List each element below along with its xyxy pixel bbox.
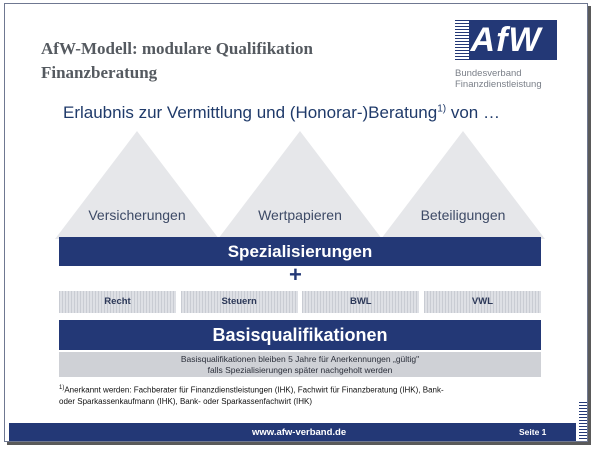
pyramid-label-versicherungen: Versicherungen [88,207,186,223]
headline-text: Erlaubnis zur Vermittlung und (Honorar-)Beratung [63,103,438,122]
validity-note-line-1: Basisqualifikationen bleiben 5 Jahre für Anerkennungen „gültig" [180,354,420,364]
module-recht: Recht [59,291,176,313]
afw-logo-subtitle [455,68,559,90]
slide-title-line-1: AfW-Modell: modulare Qualifikation [41,39,313,58]
corner-stripe-decoration [579,400,588,442]
footnote-marker: 1) [59,385,65,391]
afw-logo-subtitle-line-1: Bundesverband [455,68,522,79]
afw-logo-text: AfW [470,21,542,59]
slide-title [41,37,313,85]
afw-logo-icon [455,20,557,60]
footnote [59,383,544,407]
footer-url-link[interactable]: www.afw-verband.de [252,427,347,438]
footnote-line-1: Anerkannt werden: Fachberater für Finanzdienstleistungen (IHK), Fachwirt für Finanzberatung (IHK), Bank- [64,385,444,395]
basis-modules [59,291,541,313]
headline-footnote-marker: 1) [437,103,447,115]
module-vwl: VWL [424,291,541,313]
headline [63,103,500,123]
footnote-line-2: oder Sparkassenkaufmann (IHK), Bank- oder Sparkassenfachwirt (IHK) [59,396,312,406]
footer-page-number: Seite 1 [519,427,547,437]
plus-sign: + [289,262,302,287]
validity-note [59,352,541,377]
headline-suffix: von … [446,103,500,122]
presentation-slide [4,3,588,442]
module-bwl: BWL [302,291,419,313]
footer-bar [9,423,576,442]
basis-qualifications-band: Basisqualifikationen [59,320,541,350]
afw-logo [455,20,559,98]
module-steuern: Steuern [181,291,298,313]
pyramid-label-wertpapieren: Wertpapieren [258,207,342,223]
specializations-band: Spezialisierungen [59,237,541,266]
slide-title-line-2: Finanzberatung [41,63,158,82]
afw-logo-subtitle-line-2: Finanzdienstleistung [455,79,542,90]
pyramid-label-beteiligungen: Beteiligungen [420,207,506,223]
validity-note-line-2: falls Spezialisierungen später nachgeholt werden [207,365,393,375]
